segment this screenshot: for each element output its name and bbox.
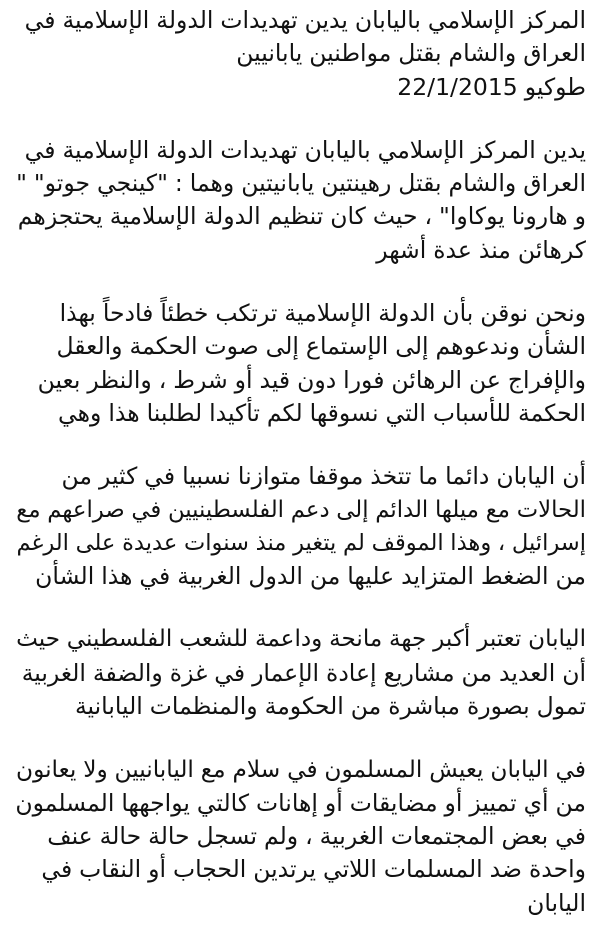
paragraph-line: يدين المركز الإسلامي باليابان تهديدات الدولة الإسلامية في: [24, 135, 586, 164]
paragraph-condemnation: [10, 134, 586, 267]
paragraph-line: تمول بصورة مباشرة من الحكومة والمنظمات اليابانية: [74, 692, 586, 721]
paragraph-line: من الضغط المتزايد عليها من الدول الغربية في هذا الشأن: [35, 562, 586, 591]
heading-title-line-1: المركز الإسلامي باليابان يدين تهديدات الدولة الإسلامية في: [24, 6, 586, 34]
paragraph-japan-stance: [10, 460, 586, 593]
paragraph-line: والإفراج عن الرهائن فورا دون قيد أو شرط ، والنظر بعين: [37, 365, 586, 394]
paragraph-line: إسرائيل ، وهذا الموقف لم يتغير منذ سنوات عديدة على الرغم: [16, 529, 586, 556]
paragraph-line: واحدة ضد المسلمات اللاتي يرتدين الحجاب أو النقاب في: [41, 855, 586, 884]
document-body: [10, 4, 586, 950]
paragraph-line: الحكمة للأسباب التي نسوقها لكم تأكيدا لطلبنا هذا وهي: [58, 398, 586, 427]
paragraph-line: اليابان: [527, 888, 586, 917]
heading-title-line-2: العراق والشام بقتل مواطنين يابانيين: [236, 39, 586, 68]
paragraph-line: و هارونا يوكاوا" ، حيث كان تنظيم الدولة الإسلامية يحتجزهم: [17, 202, 586, 231]
paragraph-line: أن العديد من مشاريع إعادة الإعمار في غزة والضفة الغربية: [21, 658, 586, 687]
paragraph-line: كرهائن منذ عدة أشهر: [376, 235, 586, 264]
paragraph-japan-donor: [10, 623, 586, 723]
paragraph-line: ونحن نوقن بأن الدولة الإسلامية ترتكب خطئاً فادحاً بهذا: [59, 299, 586, 328]
paragraph-appeal: [10, 297, 586, 430]
paragraph-line: الحالات مع ميلها الدائم إلى دعم الفلسطينيين في صراعهم مع: [16, 496, 586, 523]
paragraph-line: في بعض المجتمعات الغربية ، ولم تسجل حالة حالة عنف: [47, 821, 586, 850]
statement-heading: [10, 4, 586, 104]
paragraph-line: في اليابان يعيش المسلمون في سلام مع اليابانيين ولا يعانون: [16, 756, 586, 784]
paragraph-muslims-in-japan: [10, 753, 586, 919]
paragraph-line: أن اليابان دائما ما تتخذ موقفا متوازنا نسبيا في كثير من: [61, 462, 586, 491]
paragraph-line: الشأن وندعوهم إلى الإستماع إلى صوت الحكمة والعقل: [56, 332, 586, 361]
heading-dateline: طوكيو 22/1/2015: [397, 72, 586, 101]
paragraph-line: من أي تمييز أو مضايقات أو إهانات كالتي يواجهها المسلمون: [15, 788, 586, 817]
paragraph-line: العراق والشام بقتل رهينتين يابانيتين وهما : "كينجي جوتو" ": [16, 169, 586, 198]
paragraph-line: اليابان تعتبر أكبر جهة مانحة وداعمة للشعب الفلسطيني حيث: [16, 626, 586, 653]
